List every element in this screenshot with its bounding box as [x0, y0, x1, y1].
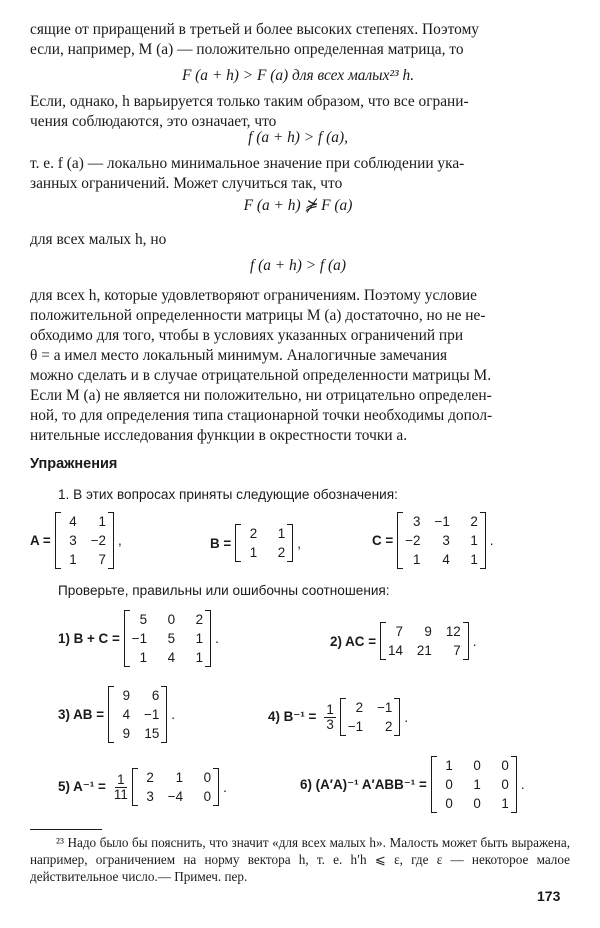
exercise-check: Проверьте, правильны или ошибочны соотношения:: [58, 583, 390, 598]
matrix-cell: 7: [395, 624, 403, 639]
matrix-cell: 1: [501, 796, 509, 811]
matrix-cell: −1: [434, 514, 450, 529]
fraction-numerator: 1: [117, 771, 125, 787]
matrix-punctuation: .: [223, 779, 227, 795]
matrix-cell: 1: [470, 533, 478, 548]
formula-3: F (a + h) ⋡ F (a): [243, 197, 353, 214]
matrix-cell: 1: [195, 631, 204, 646]
p1-line-1: сящие от приращений в третьей и более высоких степенях. Поэтому: [30, 21, 480, 38]
matrix-grid: [140, 770, 211, 804]
exercise-intro: 1. В этих вопросах приняты следующие обозначения:: [58, 487, 398, 502]
matrix-cell: 9: [122, 726, 131, 741]
matrix-label: 1) B + C =: [58, 631, 120, 646]
matrix-grid: [405, 514, 478, 567]
matrix-cell: 1: [69, 552, 77, 567]
matrix-grid: [439, 758, 509, 811]
p5-line-5: можно сделать и в случае отрицательной определенности матрицы M.: [30, 367, 492, 384]
matrix-cell: −2: [405, 533, 421, 548]
matrix-label: 3) AB =: [58, 707, 105, 722]
paragraph-3: [30, 154, 566, 194]
p5-line-2: положительной определенности матрицы M (a) достаточно, но не не-: [30, 307, 486, 324]
matrix-cell: 2: [195, 612, 204, 627]
matrix-cell: 1: [413, 552, 421, 567]
matrix-brackets: [55, 512, 114, 569]
relation-1: [58, 610, 219, 667]
matrix-cell: 9: [424, 624, 432, 639]
matrix-cell: 12: [445, 624, 461, 639]
p3-line-1: т. е. f (a) — локально минимальное значение при соблюдении ука-: [30, 155, 465, 172]
matrix-punctuation: .: [520, 777, 525, 792]
matrix-C: [372, 512, 494, 569]
matrix-cell: 1: [277, 526, 286, 541]
matrix-cell: 1: [139, 650, 148, 665]
matrix-punctuation: .: [472, 633, 477, 649]
paragraph-1: [30, 20, 566, 60]
matrix-cell: 3: [442, 533, 450, 548]
matrix-cell: −2: [90, 533, 106, 548]
matrix-cell: 1: [470, 552, 478, 567]
matrix-cell: 2: [277, 545, 286, 560]
matrix-cell: 0: [445, 777, 453, 792]
formula-2: f (a + h) > f (a),: [248, 129, 348, 146]
matrix-label: 5) A⁻¹ =: [58, 779, 106, 794]
p5-line-1: для всех h, которые удовлетворяют ограничениям. Поэтому условие: [30, 287, 477, 304]
matrix-cell: 6: [151, 688, 160, 703]
matrix-label: C =: [372, 533, 394, 548]
matrix-cell: 7: [453, 643, 461, 658]
exercises-heading: Упражнения: [30, 456, 118, 472]
matrix-cell: 3: [146, 789, 154, 804]
matrix-punctuation: .: [489, 533, 494, 548]
matrix-grid: [116, 688, 159, 741]
matrix-punctuation: .: [215, 631, 219, 646]
matrix-cell: 0: [501, 777, 509, 792]
formula-1: F (a + h) > F (a) для всех малых²³ h.: [181, 67, 415, 84]
fraction: [324, 703, 335, 732]
matrix-brackets: [397, 512, 486, 569]
matrix-brackets: [132, 768, 219, 806]
formula-4: f (a + h) > f (a): [250, 257, 346, 274]
matrix-cell: 3: [69, 533, 77, 548]
relation-5: [58, 768, 227, 806]
matrix-label: 4) B⁻¹ =: [268, 709, 317, 724]
relation-2: [330, 622, 476, 660]
matrix-brackets: [235, 524, 293, 562]
matrix-cell: 4: [122, 707, 131, 722]
relation-3: [58, 686, 175, 743]
matrix-punctuation: .: [171, 707, 176, 722]
matrix-cell: 14: [388, 643, 403, 658]
p2-line-2: чения соблюдаются, это означает, что: [30, 113, 277, 130]
matrix-label: B =: [210, 535, 232, 551]
matrix-brackets: [124, 610, 211, 667]
p5-line-6: Если M (a) не является ни положительно, ни отрицательно определен-: [30, 387, 492, 404]
page-number: 173: [537, 888, 561, 904]
p4-line: для всех малых h, но: [30, 231, 167, 248]
matrix-cell: −1: [377, 700, 393, 715]
p5-line-7: ной, то для определения типа стационарной точки необходимы допол-: [30, 407, 493, 424]
matrix-punctuation: ,: [297, 535, 301, 551]
matrix-cell: 1: [249, 545, 258, 560]
fraction: [114, 773, 128, 802]
matrix-cell: 0: [167, 612, 176, 627]
paragraph-4: [30, 230, 566, 250]
paragraph-2: [30, 92, 566, 132]
matrix-label: A =: [30, 533, 51, 548]
relation-4: [268, 698, 408, 736]
matrix-cell: 4: [69, 514, 77, 529]
matrix-punctuation: ,: [118, 533, 122, 548]
matrix-cell: 1: [175, 770, 184, 785]
matrix-cell: 15: [144, 726, 160, 741]
matrix-cell: 0: [501, 758, 509, 773]
matrix-cell: 1: [98, 514, 106, 529]
matrix-cell: 7: [98, 552, 106, 567]
matrix-cell: −1: [347, 719, 364, 734]
matrix-cell: 1: [195, 650, 204, 665]
matrix-cell: −4: [167, 789, 184, 804]
matrix-grid: [63, 514, 106, 567]
matrix-cell: 0: [473, 796, 481, 811]
matrix-cell: 2: [146, 770, 154, 785]
matrix-cell: 0: [473, 758, 481, 773]
fraction-denominator: 11: [113, 786, 128, 802]
matrix-cell: 2: [384, 719, 393, 734]
matrix-cell: 1: [473, 777, 481, 792]
matrix-A: [30, 512, 122, 569]
matrix-cell: 5: [167, 631, 176, 646]
matrix-brackets: [108, 686, 167, 743]
matrix-B: [210, 524, 301, 562]
matrix-grid: [132, 612, 203, 665]
matrix-brackets: [380, 622, 469, 660]
matrix-cell: 4: [167, 650, 176, 665]
matrix-cell: 2: [249, 526, 258, 541]
matrix-cell: 21: [416, 643, 432, 658]
matrix-cell: 2: [470, 514, 478, 529]
matrix-cell: 0: [445, 796, 453, 811]
fraction-denominator: 3: [326, 716, 334, 732]
matrix-brackets: [340, 698, 401, 736]
p2-line-1: Если, однако, h варьируется только таким образом, что все ограни-: [30, 93, 469, 110]
matrix-cell: 1: [445, 758, 453, 773]
matrix-brackets: [431, 756, 517, 813]
matrix-cell: 3: [413, 514, 421, 529]
matrix-cell: 2: [355, 700, 364, 715]
matrix-grid: [388, 624, 461, 658]
p5-line-4: θ = a имел место локальный минимум. Аналогичные замечания: [30, 347, 448, 364]
p5-line-3: обходимо для того, чтобы в условиях указанных ограничений при: [30, 327, 464, 344]
matrix-cell: 9: [122, 688, 131, 703]
matrix-cell: 0: [203, 789, 212, 804]
fraction-numerator: 1: [326, 701, 334, 717]
matrix-cell: 0: [203, 770, 212, 785]
footnote: ²³ Надо было бы пояснить, что значит «для всех малых h». Малость может быть выражена, например, ограничением на норму вектора h, т. е. h′h ⩽ ε, где ε — некоторое малое действительное число.— Примеч. пер.: [30, 835, 570, 884]
paragraph-5: [30, 286, 566, 446]
matrix-label: 2) AC =: [330, 633, 377, 649]
p1-line-2: если, например, M (a) — положительно определенная матрица, то: [30, 41, 464, 58]
matrix-cell: 5: [139, 612, 148, 627]
matrix-grid: [243, 526, 285, 560]
p3-line-2: занных ограничений. Может случиться так, что: [30, 175, 343, 192]
matrix-label: 6) (A′A)⁻¹ A′ABB⁻¹ =: [300, 776, 427, 792]
matrix-punctuation: .: [404, 709, 409, 725]
matrix-cell: −1: [144, 707, 160, 722]
matrix-cell: −1: [131, 631, 148, 646]
p5-line-8: нительные исследования функции в окрестности точки a.: [30, 427, 408, 444]
matrix-grid: [348, 700, 393, 734]
footnote-rule: [30, 829, 102, 830]
relation-6: [300, 756, 525, 813]
matrix-cell: 4: [442, 552, 450, 567]
